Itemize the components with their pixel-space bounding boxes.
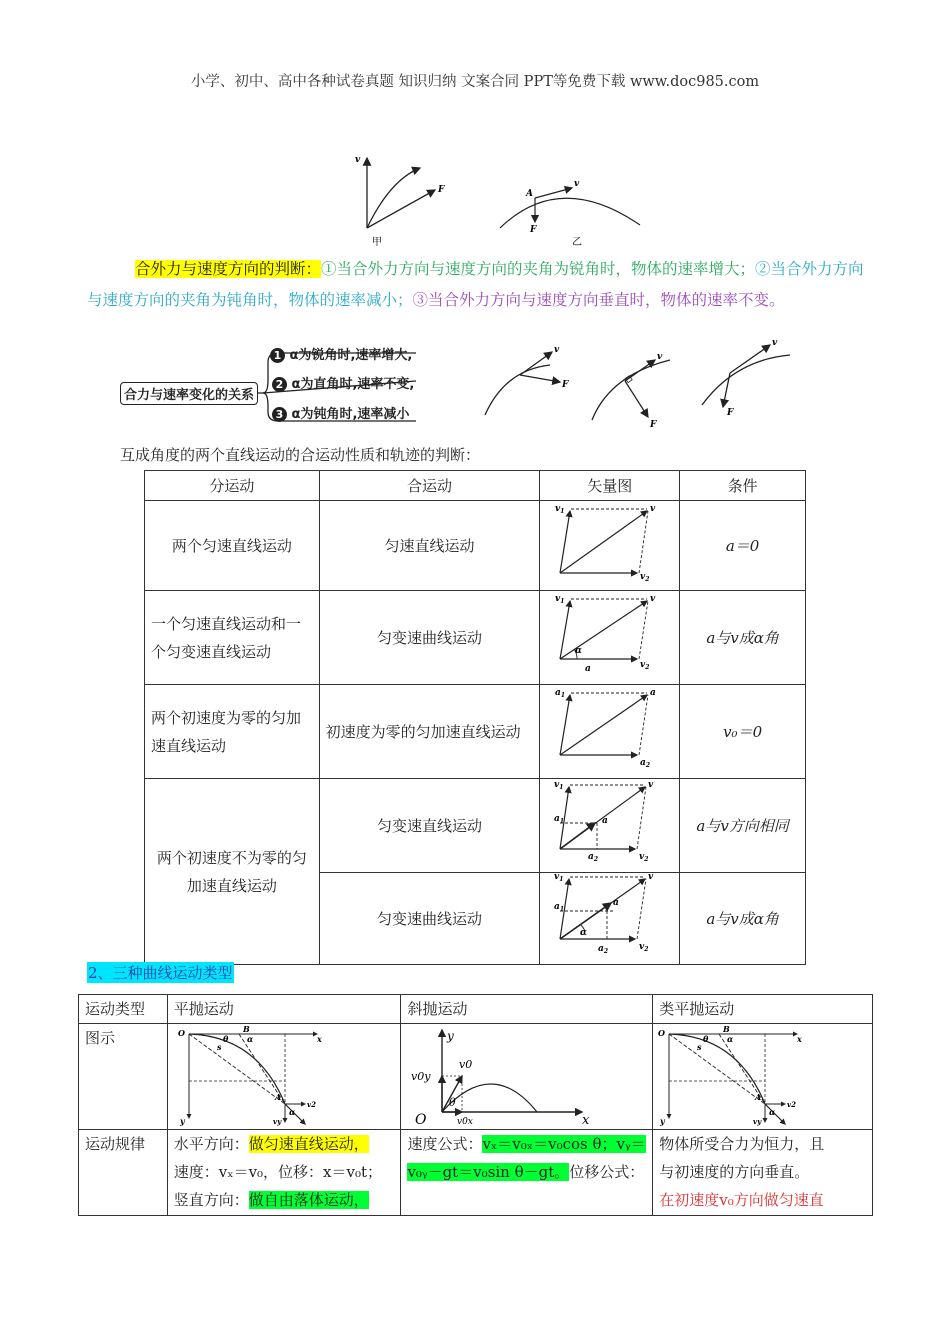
vector-diagram-4 <box>555 779 665 863</box>
branch-3-text: α为钝角时,速率减小 <box>291 407 410 422</box>
xiepao-l2b: 位移公式： <box>569 1163 645 1181</box>
table-row <box>145 685 806 779</box>
condition-cell <box>680 779 806 873</box>
branch-2-num: 2 <box>272 377 287 392</box>
svg-text:a1 <box>554 902 564 913</box>
pingpao-figure <box>177 1026 327 1126</box>
fig-o: O <box>658 1028 666 1038</box>
xiepao-line-1 <box>407 1130 646 1158</box>
condition-cell <box>680 685 806 779</box>
pingpao-l3b: 做自由落体运动， <box>248 1191 369 1209</box>
condition-cell <box>680 501 806 591</box>
fig-x: x <box>797 1034 802 1044</box>
vector-diagram-cell <box>540 591 680 685</box>
pingpao-line-3 <box>174 1186 395 1214</box>
fig-y: y <box>447 1029 455 1043</box>
pingpao-l1a: 水平方向： <box>173 1135 249 1153</box>
component-cell: 一个匀速直线运动和一个匀变速直线运动 <box>145 591 320 685</box>
label-v: v <box>649 504 655 514</box>
label-sub: 1 <box>559 818 564 825</box>
leipingpao-line-2: 与初速度的方向垂直。 <box>659 1163 810 1181</box>
label-sub: 2 <box>593 856 598 863</box>
svg-text:a2 <box>588 852 598 863</box>
vector-diagram-cell <box>540 501 680 591</box>
label-alpha: α <box>574 646 582 656</box>
figure-cell-xiepao <box>401 1024 653 1130</box>
branch-1-text: α为锐角时,速率增大, <box>289 348 413 363</box>
law-cell-pingpao <box>167 1130 401 1216</box>
label-sub: 1 <box>559 508 565 515</box>
label-v2: v <box>639 660 645 670</box>
fig-v0: v0 <box>459 1058 473 1071</box>
judgment-item-1: ①当合外力方向与速度方向的夹角为锐角时，物体的速率增大； <box>321 260 756 278</box>
leipingpao-figure <box>657 1026 807 1126</box>
mindmap-root: 合力与速率变化的关系 <box>120 382 258 405</box>
table2-header: 运动类型 <box>79 995 168 1024</box>
law-cell-leipingpao <box>653 1130 873 1216</box>
label-a: a <box>649 688 656 698</box>
figure-force-cases <box>480 335 800 435</box>
vector-diagram-1 <box>555 501 665 581</box>
fig-a: A <box>274 1092 281 1102</box>
svg-text:a2 <box>640 758 650 769</box>
fig-theta: θ <box>449 1096 457 1109</box>
label-a1: a <box>553 814 560 824</box>
fig-b: B <box>723 1024 730 1034</box>
condition-text: v₀＝0 <box>723 722 763 741</box>
fig-o: O <box>415 1112 427 1128</box>
condition-cell <box>680 591 806 685</box>
component-cell: 两个初速度不为零的匀加速直线运动 <box>145 779 320 965</box>
fig-a: A <box>755 1092 762 1102</box>
label-v1: v <box>553 780 559 790</box>
component-cell: 两个初速度为零的匀加速直线运动 <box>145 685 320 779</box>
case-right <box>592 352 670 430</box>
page-header: 小学、初中、高中各种试卷真题 知识归纳 文案合同 PPT等免费下载 www.doc985.com <box>190 74 760 90</box>
table2-law-row <box>79 1130 873 1216</box>
row-label: 运动规律 <box>79 1130 168 1216</box>
fig-y: y <box>179 1116 185 1126</box>
leipingpao-line-1: 物体所受合力为恒力，且 <box>659 1135 825 1153</box>
fig-x: x <box>316 1034 322 1044</box>
svg-text:v2 <box>640 572 649 583</box>
condition-text: a与v成α角 <box>706 628 779 647</box>
label-a: a <box>612 898 619 908</box>
fig-theta: θ <box>222 1034 229 1044</box>
label-sub: 2 <box>645 762 650 769</box>
judgment-item-3: ③当合外力方向与速度方向垂直时，物体的速率不变。 <box>412 291 785 309</box>
pingpao-line-2: 速度：vₓ＝v₀，位移：x＝v₀t； <box>173 1163 383 1181</box>
svg-text:a1 <box>555 688 565 699</box>
jia-f-label: F <box>438 185 445 195</box>
table1-header: 合运动 <box>319 471 540 501</box>
jia-v-label: v <box>355 155 361 165</box>
pingpao-l1b: 做匀速直线运动， <box>248 1135 369 1153</box>
pingpao-line-1 <box>174 1130 395 1158</box>
label-a: a <box>601 816 608 826</box>
fig-vy: vy <box>272 1117 281 1126</box>
case1-f: F <box>562 380 569 390</box>
judgment-paragraph <box>87 254 877 316</box>
condition-cell <box>680 873 806 965</box>
branch-2-text: α为直角时,速率不变, <box>291 377 415 392</box>
table1-header: 条件 <box>680 471 806 501</box>
fig-v2: v2 <box>306 1100 316 1109</box>
yi-v-label: v <box>574 179 580 189</box>
label-sub: 2 <box>643 946 649 953</box>
label-sub: 1 <box>560 692 565 699</box>
label-v1: v <box>554 594 560 604</box>
resultant-cell: 匀变速曲线运动 <box>319 873 540 965</box>
case2-f: F <box>650 420 657 430</box>
table-row <box>145 779 806 873</box>
label-sub: 1 <box>558 876 564 883</box>
fig-alpha: α <box>727 1034 734 1044</box>
figure-yi <box>500 179 640 248</box>
label-a: a <box>584 664 591 674</box>
yi-label: 乙 <box>572 237 582 248</box>
figure-top <box>350 150 650 250</box>
table2-figure-row <box>79 1024 873 1130</box>
label-sub: 1 <box>558 784 564 791</box>
section-2-title: 2、三种曲线运动类型 <box>88 964 233 982</box>
svg-text:a1 <box>554 814 564 825</box>
vector-diagram-3 <box>555 685 665 769</box>
label-v: v <box>647 872 653 882</box>
table2-header-row <box>79 995 873 1024</box>
label-a1: a <box>554 688 561 698</box>
fig-v0y: v0y <box>411 1070 431 1083</box>
fig-vy: vy <box>753 1117 762 1126</box>
table2-header: 斜抛运动 <box>401 995 653 1024</box>
judgment-title: 合外力与速度方向的判断： <box>135 260 322 278</box>
law-cell-xiepao <box>401 1130 653 1216</box>
svg-text:v1 <box>554 872 563 883</box>
svg-text:v1 <box>554 780 563 791</box>
figure-cell-leipingpao <box>653 1024 873 1130</box>
leipingpao-line-3: 在初速度v₀方向做匀速直 <box>659 1191 824 1209</box>
figure-jia <box>355 155 445 248</box>
label-a2: a <box>639 758 646 768</box>
xiepao-l1b: vₓ＝v₀ₓ＝v₀cos θ；vᵧ＝ <box>482 1135 646 1153</box>
vector-diagram-cell <box>540 685 680 779</box>
xiepao-line-2 <box>407 1158 646 1186</box>
jia-label: 甲 <box>372 237 382 248</box>
table1-header: 矢量图 <box>540 471 680 501</box>
vector-diagram-2 <box>555 591 665 675</box>
resultant-cell: 匀速直线运动 <box>319 501 540 591</box>
label-a2: a <box>587 852 594 862</box>
figure-cell-pingpao <box>167 1024 401 1130</box>
label-sub: 2 <box>644 664 650 671</box>
fig-x: x <box>582 1113 590 1128</box>
table2-header: 平抛运动 <box>167 995 401 1024</box>
label-sub: 1 <box>559 598 565 605</box>
resultant-cell: 匀变速直线运动 <box>319 779 540 873</box>
fig-b: B <box>242 1024 250 1034</box>
case2-v: v <box>657 352 663 362</box>
mindmap-branch-1 <box>270 344 412 363</box>
fig-s: s <box>216 1042 222 1052</box>
condition-text: a＝0 <box>725 536 760 555</box>
label-v: v <box>647 780 653 790</box>
fig-alpha: α <box>246 1034 253 1044</box>
label-v2: v <box>638 852 644 862</box>
fig-v0x: v0x <box>457 1117 474 1127</box>
vector-diagram-cell <box>540 779 680 873</box>
case-acute <box>485 345 569 415</box>
table2-header: 类平抛运动 <box>653 995 873 1024</box>
mindmap-branch-2 <box>272 373 414 392</box>
fig-theta: θ <box>703 1034 709 1044</box>
svg-text:a2 <box>598 944 608 955</box>
label-alpha: α <box>579 928 587 938</box>
table-row <box>145 501 806 591</box>
svg-text:v2 <box>640 660 649 671</box>
label-sub: 1 <box>559 906 564 913</box>
table-composite-motion <box>144 470 806 965</box>
yi-f-label: F <box>530 225 537 235</box>
vector-diagram-5 <box>555 873 665 955</box>
label-v1: v <box>554 504 560 514</box>
svg-text:v2 <box>639 942 648 953</box>
label-sub: 2 <box>644 576 650 583</box>
branch-1-num: 1 <box>270 348 285 363</box>
mindmap <box>120 340 420 432</box>
vector-diagram-cell <box>540 873 680 965</box>
condition-text: a与v成α角 <box>706 909 779 928</box>
svg-text:v1 <box>555 594 564 605</box>
label-a2: a <box>597 944 604 954</box>
mindmap-branch-3 <box>272 403 409 422</box>
judgment-item-2: ②当合外力方向与速度方向的夹角为钝角时，物体的速率减小； <box>87 260 864 309</box>
svg-text:v2 <box>639 852 648 863</box>
table1-header-row <box>145 471 806 501</box>
label-v2: v <box>638 942 644 952</box>
table-row <box>145 591 806 685</box>
pingpao-l3a: 竖直方向： <box>173 1191 249 1209</box>
resultant-cell: 初速度为零的匀加速直线运动 <box>319 685 540 779</box>
fig-alpha2: α <box>288 1107 295 1117</box>
xiepao-figure <box>407 1026 597 1126</box>
fig-v2: v2 <box>787 1100 797 1109</box>
xiepao-l1a: 速度公式： <box>407 1135 483 1153</box>
label-sub: 2 <box>603 948 608 955</box>
label-v1: v <box>553 872 559 882</box>
yi-a-label: A <box>526 189 533 199</box>
fig-y: y <box>660 1116 665 1126</box>
label-v2: v <box>639 572 645 582</box>
label-a1: a <box>553 902 560 912</box>
resultant-cell: 匀变速曲线运动 <box>319 591 540 685</box>
condition-text: a与v方向相同 <box>696 816 789 835</box>
svg-text:v1 <box>555 504 564 515</box>
row-label: 图示 <box>79 1024 168 1130</box>
case3-v: v <box>772 338 778 348</box>
label-sub: 2 <box>643 856 649 863</box>
branch-3-num: 3 <box>272 407 287 422</box>
fig-alpha2: α <box>769 1107 776 1117</box>
component-cell: 两个匀速直线运动 <box>145 501 320 591</box>
label-v: v <box>649 594 655 604</box>
table1-caption: 互成角度的两个直线运动的合运动性质和轨迹的判断： <box>120 446 481 464</box>
fig-s: s <box>697 1042 702 1052</box>
table-curve-motion-types <box>78 994 873 1216</box>
table1-header: 分运动 <box>145 471 320 501</box>
case1-v: v <box>554 345 560 355</box>
case-obtuse <box>702 338 790 418</box>
fig-o: O <box>177 1028 185 1038</box>
xiepao-l2a: v₀ᵧ－gt＝v₀sin θ－gt。 <box>407 1163 570 1181</box>
case3-f: F <box>727 408 734 418</box>
